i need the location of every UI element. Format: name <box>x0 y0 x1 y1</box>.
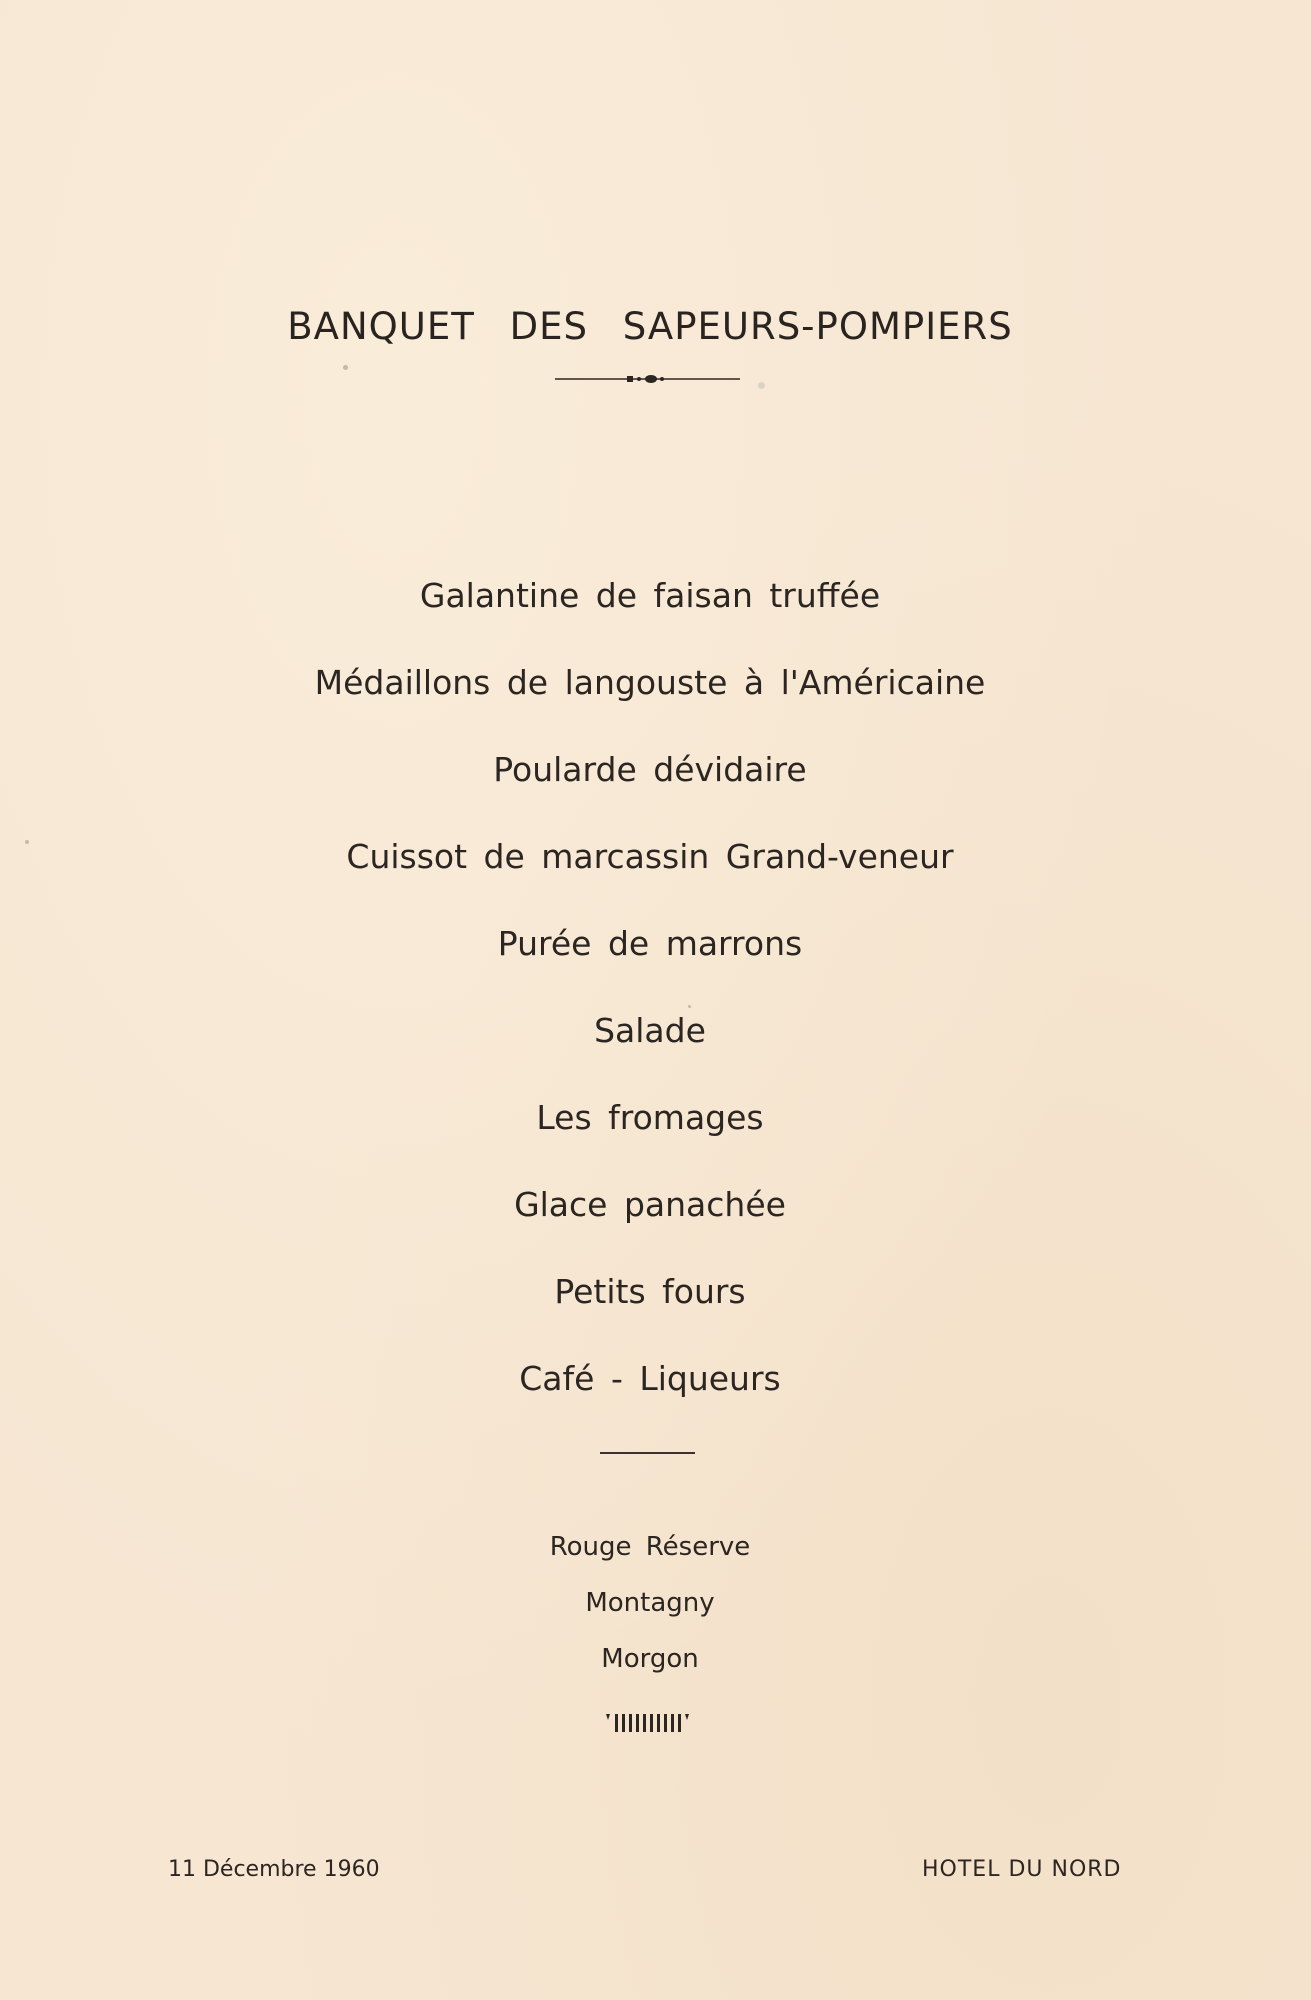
dish-item: Poularde dévidaire <box>493 750 807 789</box>
wine-list <box>0 1525 1300 1693</box>
paper-speck <box>25 840 29 844</box>
wine-item: Morgon <box>601 1644 699 1674</box>
dish-item: Café - Liqueurs <box>519 1359 781 1398</box>
dish-item: Salade <box>594 1011 706 1050</box>
dish-item: Petits fours <box>554 1272 746 1311</box>
dish-item: Galantine de faisan truffée <box>419 576 881 615</box>
dish-list <box>0 568 1300 1438</box>
dish-item: Glace panachée <box>514 1185 786 1224</box>
dish-item: Cuissot de marcassin Grand-veneur <box>346 837 954 876</box>
title-ornament <box>555 372 740 386</box>
dish-item: Médaillons de langouste à l'Américaine <box>314 663 986 702</box>
wine-item: Rouge Réserve <box>549 1532 751 1562</box>
venue-name: HOTEL DU NORD <box>922 1857 1122 1882</box>
dish-item: Les fromages <box>536 1098 764 1137</box>
section-divider <box>600 1452 695 1454</box>
closing-ornament <box>600 1710 695 1736</box>
dish-item: Purée de marrons <box>497 924 803 963</box>
paper-speck <box>758 382 765 389</box>
paper-speck <box>688 1005 691 1008</box>
banquet-date: 11 Décembre 1960 <box>168 1857 380 1882</box>
wine-item: Montagny <box>585 1588 715 1618</box>
menu-title: BANQUET DES SAPEURS-POMPIERS <box>287 305 1013 348</box>
paper-speck <box>343 365 348 370</box>
